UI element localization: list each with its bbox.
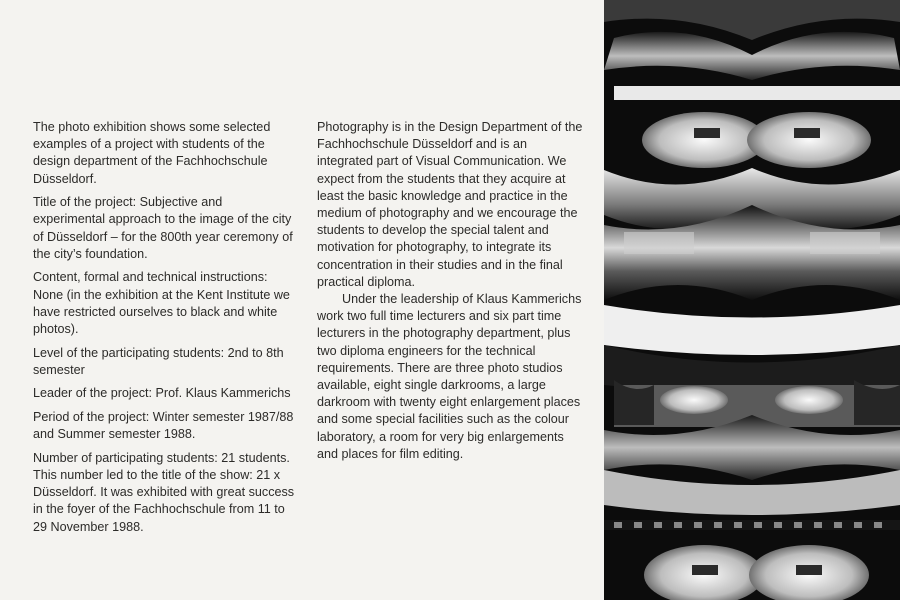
project-leader-paragraph: Leader of the project: Prof. Klaus Kammerichs [33, 386, 291, 401]
facilities-paragraph: Under the leadership of Klaus Kammerichs work two full time lecturers and six part time lecturers in the photography department, plus two diploma engineers for the technical requirements. There are three photo studios available, eight single darkrooms, a large darkroom with twenty eight enlargement places and some special facilities such as the colour laboratory, a room for very big enlargements and places for film editing. [317, 292, 582, 461]
instructions-paragraph: Content, formal and technical instructions: None (in the exhibition at the Kent Institute we have restricted ourselves to black and white photos). [33, 270, 290, 337]
department-paragraph: Photography is in the Design Department of the Fachhochschule Düsseldorf and is an integrated part of Visual Communication. We expect from the students that they acquire at least the basic knowledge and practice in the medium of photography and we encourage the students to develop the special talent and motivation for photography, to integrate its concentration in their studies and in the final practical diploma. [317, 120, 583, 289]
student-level-paragraph: Level of the participating students: 2nd to 8th semester [33, 345, 284, 377]
project-title-paragraph: Title of the project: Subjective and experimental approach to the image of the city of Düsseldorf – for the 800th year ceremony of the city’s foundation. [33, 195, 293, 261]
left-text-column [33, 119, 295, 542]
student-count-paragraph: Number of participating students: 21 students. This number led to the title of the show: 21 x Düsseldorf. It was exhibited with great success in the foyer of the Fachhochschule from 11 to 29 November 1988. [33, 450, 295, 534]
mirrored-photograph [604, 0, 900, 600]
right-text-column [317, 119, 585, 463]
photograph-image [604, 0, 900, 600]
project-period-paragraph: Period of the project: Winter semester 1987/88 and Summer semester 1988. [33, 410, 294, 442]
intro-paragraph: The photo exhibition shows some selected examples of a project with students of the design department of the Fachhochschule Düsseldorf. [33, 120, 271, 186]
